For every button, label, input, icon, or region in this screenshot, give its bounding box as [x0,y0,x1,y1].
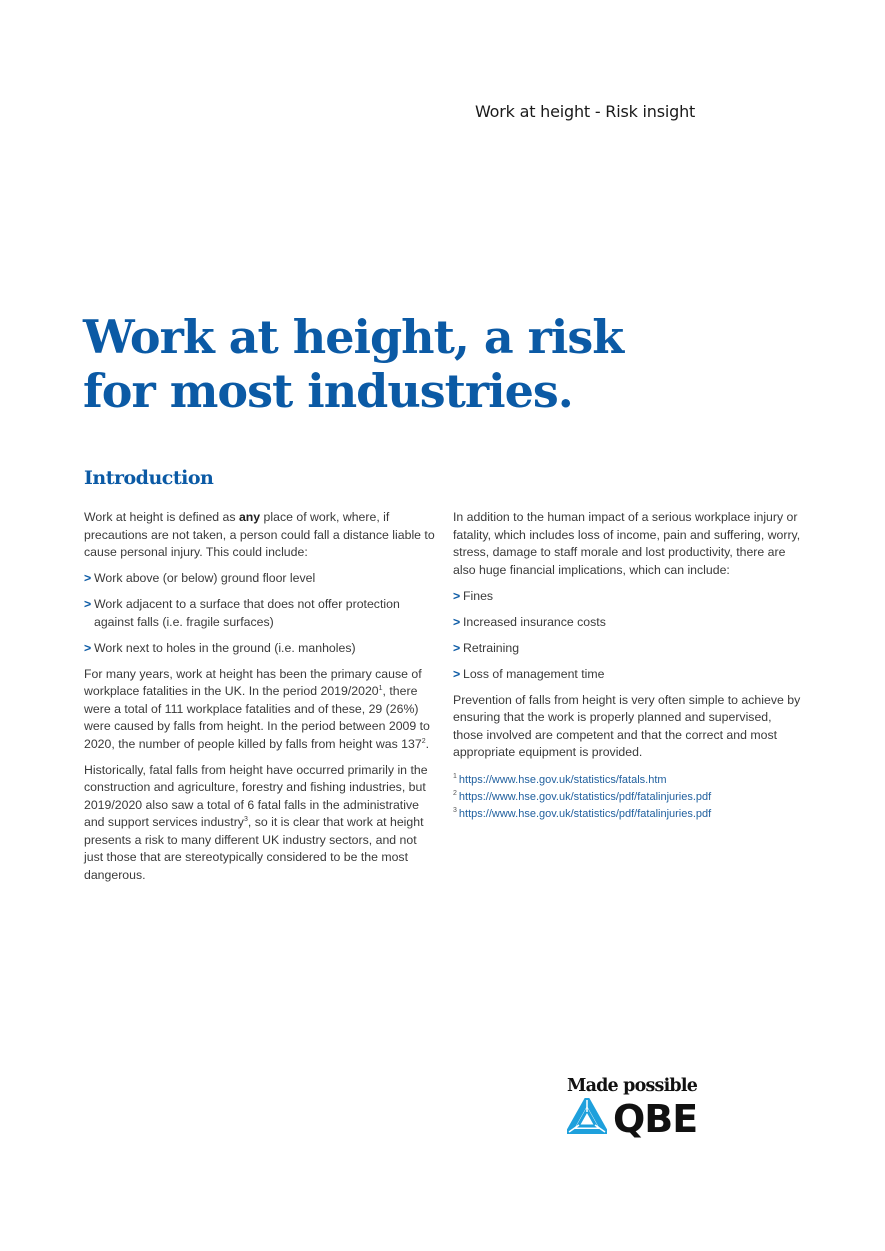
title-line-1: Work at height, a risk [83,310,624,364]
work-at-height-list [84,570,436,657]
chevron-right-icon: > [453,588,461,603]
list-item [453,588,805,606]
chevron-right-icon: > [453,640,461,655]
list-item-text: Work next to holes in the ground (i.e. manholes) [94,640,356,655]
footnotes [453,772,805,823]
footnote-link[interactable]: https://www.hse.gov.uk/statistics/pdf/fatalinjuries.pdf [458,807,712,820]
list-item-text: Retraining [463,640,520,655]
list-item [453,614,805,632]
footnote-link[interactable]: https://www.hse.gov.uk/statistics/fatals.htm [458,773,667,786]
footnote-number: 1 [453,772,457,780]
logo-tagline: Made possible [567,1076,698,1096]
list-item-text: Fines [463,588,494,603]
footnote-3 [453,806,805,823]
history-paragraph [84,762,436,885]
page-title [83,310,623,418]
text: Work at height is defined as [84,510,239,524]
list-item-text: Loss of management time [463,666,605,681]
footnote-1 [453,772,805,789]
statistics-paragraph [84,666,436,754]
chevron-right-icon: > [453,614,461,629]
title-line-2: for most industries. [83,364,573,418]
text: Historically, fatal falls from height have occurred primarily in the construction and agriculture, forestry and fishing industries, but 2019/2020 also saw a total of 6 fatal falls in the administrative and support services industry [84,762,428,829]
list-item-text: Work above (or below) ground floor level [94,571,316,585]
intro-paragraph [84,509,436,562]
text: . [425,736,430,751]
list-item [84,640,436,658]
list-item-text: Increased insurance costs [463,614,606,629]
list-item-text: Work adjacent to a surface that does not offer protection against falls (i.e. fragile surfaces) [94,597,400,629]
financial-implications-list [453,588,805,684]
header-title: Work at height - Risk insight [475,102,696,121]
right-column [453,509,805,823]
footnote-link[interactable]: https://www.hse.gov.uk/statistics/pdf/fatalinjuries.pdf [458,790,712,803]
section-heading-introduction: Introduction [84,467,214,489]
footnote-2 [453,789,805,806]
impact-paragraph: In addition to the human impact of a serious workplace injury or fatality, which includes loss of income, pain and suffering, worry, stress, damage to staff morale and lost productivity, there are also huge financial implications, which can include: [453,510,801,577]
qbe-triangle-icon [567,1098,607,1139]
chevron-right-icon: > [84,597,92,611]
emphasis-any: any [238,510,261,524]
list-item [84,596,436,631]
footnote-ref-3[interactable]: 3 [243,815,248,823]
text: , there were a total of 111 workplace fatalities and of these, 29 (26%) were caused by falls from height. In the period between 2009 to 2020, the number of people killed by falls from height was 137 [84,684,430,751]
chevron-right-icon: > [84,640,92,655]
footnote-number: 2 [453,789,457,797]
chevron-right-icon: > [453,666,461,681]
chevron-right-icon: > [84,571,92,585]
logo-wordmark: QBE [613,1096,698,1141]
footnote-ref-2[interactable]: 2 [421,737,426,745]
text: , so it is clear that work at height presents a risk to many different UK industry sectors, and not just those that are stereotypically considered to be the most dangerous. [84,815,424,882]
list-item [453,666,805,684]
list-item [84,570,436,588]
left-column [84,509,436,893]
list-item [453,640,805,658]
prevention-paragraph: Prevention of falls from height is very often simple to achieve by ensuring that the work is properly planned and supervised, those involved are competent and that the correct and most appropriate equipment is provided. [453,692,801,759]
footnote-number: 3 [453,806,457,814]
logo-row [567,1098,702,1139]
text: place of work, where, if precautions are not taken, a person could fall a distance liable to cause personal injury. This could include: [84,510,435,559]
text: For many years, work at height has been the primary cause of workplace fatalities in the UK. In the period 2019/2020 [84,666,422,698]
footnote-ref-1[interactable]: 1 [378,684,383,692]
qbe-logo [567,1076,702,1139]
